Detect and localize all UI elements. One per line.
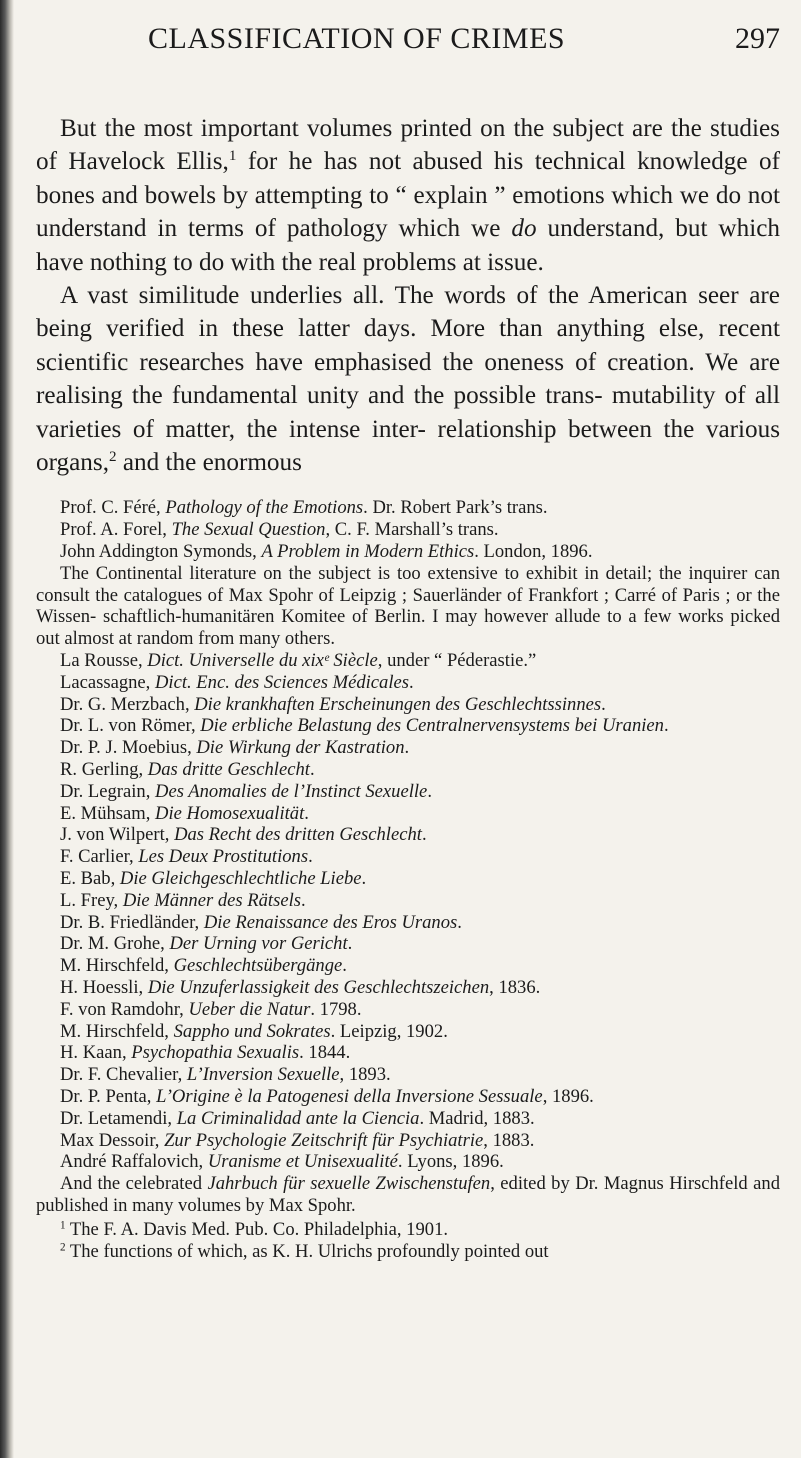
footnote-ref-2: 2 (109, 449, 117, 465)
footnote-mark: 2 (60, 1240, 66, 1253)
reference-entry: E. Bab, Die Gleichgeschlechtliche Liebe. (60, 868, 367, 890)
reference-entry: Max Dessoir, Zur Psychologie Zeitschrift für Psychiatrie, 1883. (60, 1129, 535, 1151)
reference-entry: M. Hirschfeld, Geschlechtsübergänge. (60, 955, 347, 977)
footnote-2: $^2$ The functions of which, as K. H. Ulrichs profoundly pointed out (60, 1240, 549, 1262)
footnote-1: $^1$ The F. A. Davis Med. Pub. Co. Philadelphia, 1901. (60, 1218, 449, 1240)
body-paragraph-1: But the most important volumes printed on the subject are the studies of Havelock Ellis,$^1$ for he has not abused his technical knowledge of bones and bowels by attempting to “ explain ” emotions which we do not understand in terms of pathology which we do understand, but which have nothing to do with the real problems at issue. (36, 115, 781, 276)
reference-entry: H. Kaan, Psychopathia Sexualis. 1844. (60, 1042, 351, 1064)
reference-entry: J. von Wilpert, Das Recht des dritten Geschlecht. (60, 824, 427, 846)
reference-entry: Dr. L. von Römer, Die erbliche Belastung des Centralnervensystems bei Uranien. (60, 715, 669, 737)
reference-entry: Dr. M. Grohe, Der Urning vor Gericht. (60, 933, 353, 955)
footnote-mark: 1 (60, 1219, 66, 1232)
book-gutter-shadow (0, 0, 14, 1458)
body-paragraph-2: A vast similitude underlies all. The words of the American seer are being verified in these latter days. More than anything else, recent scientific researches have emphasised the oneness of creation. We are realising the fundamental unity and the possible trans- mutability of all varieties of matter, the intense inter- relationship between the various organs,$^2$ and the enormous (36, 282, 780, 477)
reference-entry: Dr. P. J. Moebius, Die Wirkung der Kastration. (60, 737, 410, 759)
reference-entry: Dr. Legrain, Des Anomalies de l’Instinct Sexuelle. (60, 780, 432, 802)
reference-entry: John Addington Symonds, A Problem in Modern Ethics. London, 1896. (60, 541, 593, 563)
reference-entry: La Rousse, Dict. Universelle du xixᵉ Siècle, under “ Péderastie.” (60, 650, 537, 672)
reference-entry: Lacassagne, Dict. Enc. des Sciences Médicales. (60, 671, 414, 693)
book-page (36, 0, 780, 1262)
continental-paragraph: The Continental literature on the subject is too extensive to exhibit in detail; the inquirer can consult the catalogues of Max Spohr of Leipzig ; Sauerländer of Frankfort ; Carré of Paris ; or the Wissen- schaftlich-humanitären Komitee of Berlin. I may however allude to a few works picked out almost at random from many others. (36, 562, 780, 650)
bibliography-notes (36, 497, 780, 1216)
reference-entry: Dr. G. Merzbach, Die krankhaften Erscheinungen des Geschlechtssinnes. (60, 693, 606, 715)
reference-entry: F. Carlier, Les Deux Prostitutions. (60, 846, 313, 868)
running-title: CLASSIFICATION OF CRIMES (148, 22, 566, 55)
closing-paragraph: And the celebrated Jahrbuch für sexuelle Zwischenstufen, edited by Dr. Magnus Hirschfeld and published in many volumes by Max Spohr. (36, 1173, 780, 1216)
reference-entry: Prof. C. Féré, Pathology of the Emotions. Dr. Robert Park’s trans. (60, 497, 548, 519)
reference-entry: L. Frey, Die Männer des Rätsels. (60, 889, 306, 911)
reference-entry: Dr. Letamendi, La Criminalidad ante la Ciencia. Madrid, 1883. (60, 1107, 535, 1129)
footnote-ref-1: 1 (228, 148, 237, 165)
reference-entry: Prof. A. Forel, The Sexual Question, C. F. Marshall’s trans. (60, 519, 499, 541)
reference-entry: M. Hirschfeld, Sappho und Sokrates. Leipzig, 1902. (60, 1020, 448, 1042)
reference-entry: André Raffalovich, Uranisme et Unisexualité. Lyons, 1896. (60, 1151, 504, 1173)
reference-entry: E. Mühsam, Die Homosexualität. (60, 802, 309, 824)
page-number: 297 (735, 22, 780, 55)
reference-entry: Dr. B. Friedländer, Die Renaissance des Eros Uranos. (60, 911, 462, 933)
running-header (36, 22, 780, 74)
reference-entry: Dr. F. Chevalier, L’Inversion Sexuelle, 1893. (60, 1064, 391, 1086)
reference-entry: R. Gerling, Das dritte Geschlecht. (60, 759, 315, 781)
footnotes (36, 1219, 780, 1263)
main-text (36, 112, 780, 479)
reference-entry: Dr. P. Penta, L’Origine è la Patogenesi della Inversione Sessuale, 1896. (60, 1085, 594, 1107)
reference-entry: F. von Ramdohr, Ueber die Natur. 1798. (60, 998, 362, 1020)
reference-entry: H. Hoessli, Die Unzuferlassigkeit des Geschlechtszeichen, 1836. (60, 977, 541, 998)
